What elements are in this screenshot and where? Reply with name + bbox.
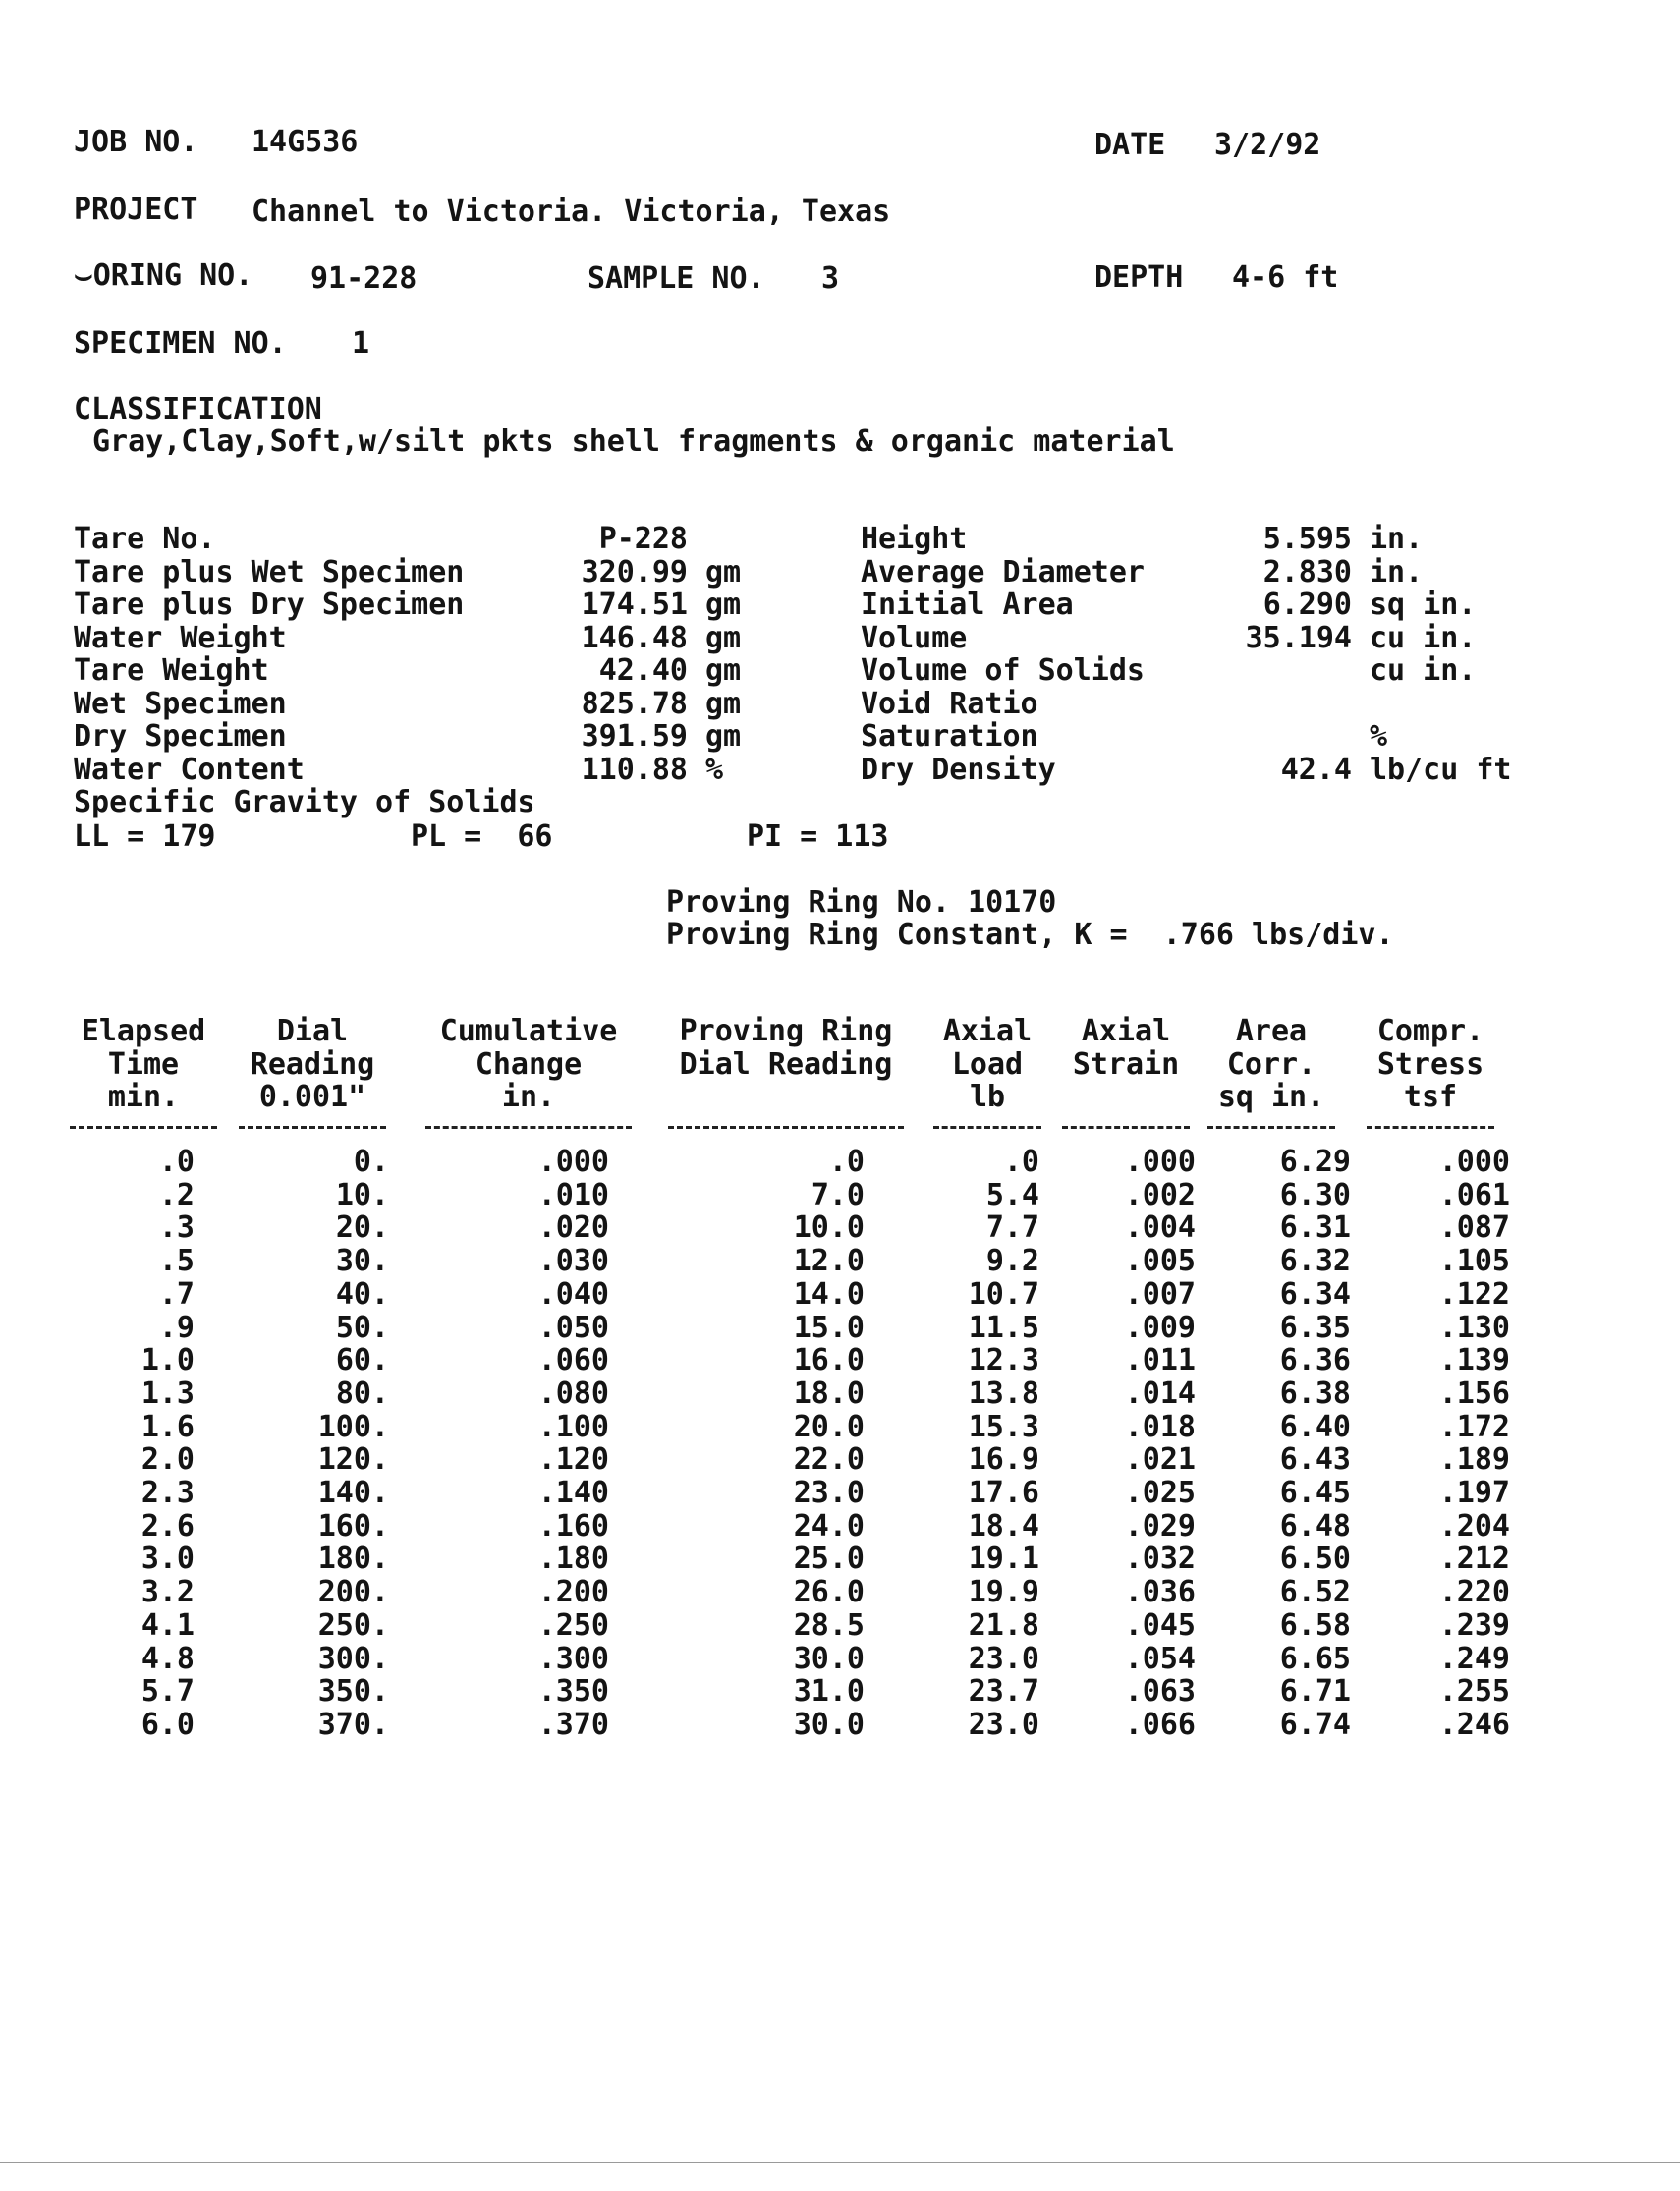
specimen-no-value: 1 [352,326,370,361]
property-label: Wet Specimen [74,686,287,721]
table-cell: .212 [1438,1542,1510,1577]
table-row [0,1709,1680,1742]
column-header: min. [107,1080,180,1114]
liquid-limit: LL = 179 [74,819,216,854]
table-cell: 180. [317,1542,389,1577]
header-underline [70,1126,217,1129]
table-cell: .180 [537,1542,609,1577]
table-cell: .010 [537,1177,609,1212]
table-cell: .000 [537,1145,609,1179]
property-label: Saturation [861,719,1038,754]
table-cell: 6.31 [1279,1210,1351,1246]
table-cell: 370. [317,1707,389,1742]
property-label: Dry Density [861,752,1056,787]
property-value: 320.99 [581,554,688,590]
table-cell: 15.0 [793,1310,865,1345]
table-cell: 40. [335,1276,389,1312]
table-cell: 10.7 [968,1276,1039,1312]
table-cell: .9 [158,1310,195,1345]
table-cell: 6.36 [1279,1343,1351,1378]
table-cell: .000 [1124,1145,1196,1179]
property-unit: cu in. [1370,620,1477,655]
property-value: 5.595 [1262,522,1352,556]
property-value: 2.830 [1262,554,1352,590]
table-cell: .054 [1124,1641,1196,1676]
table-cell: .139 [1438,1343,1510,1378]
table-row [0,1245,1680,1278]
table-cell: 6.34 [1279,1276,1351,1312]
header-underline [239,1126,386,1129]
table-cell: 50. [335,1310,389,1345]
table-cell: .204 [1438,1508,1510,1544]
table-cell: 100. [317,1409,389,1444]
table-cell: 6.30 [1279,1177,1351,1212]
table-cell: 1.6 [140,1409,195,1444]
table-cell: .197 [1438,1476,1510,1510]
table-row [0,1312,1680,1345]
plastic-limit: PL = 66 [411,819,553,854]
property-label: Water Weight [74,620,287,655]
column-header: Corr. [1226,1046,1316,1082]
table-cell: .040 [537,1276,609,1312]
table-cell: 6.29 [1279,1145,1351,1179]
table-cell: .050 [537,1310,609,1345]
table-cell: .0 [158,1145,195,1179]
property-unit: sq in. [1370,588,1477,622]
table-cell: 23.0 [968,1707,1039,1742]
table-cell: 15.3 [968,1409,1039,1444]
table-cell: .045 [1124,1607,1196,1643]
table-cell: 6.58 [1279,1607,1351,1643]
table-row [0,1211,1680,1245]
table-cell: 12.0 [793,1244,865,1279]
table-cell: .239 [1438,1607,1510,1643]
table-row [0,1576,1680,1609]
table-cell: .5 [158,1244,195,1279]
job-no-value: 14G536 [252,125,359,159]
table-cell: .025 [1124,1476,1196,1510]
table-cell: 30.0 [793,1707,865,1742]
property-label: Tare plus Wet Specimen [74,554,465,590]
table-cell: .005 [1124,1244,1196,1279]
table-cell: 4.1 [140,1607,195,1643]
table-cell: .370 [537,1707,609,1742]
property-unit: gm [705,554,742,590]
table-cell: .004 [1124,1210,1196,1246]
table-cell: .105 [1438,1244,1510,1279]
table-cell: .011 [1124,1343,1196,1378]
table-cell: .2 [158,1177,195,1212]
table-row [0,1477,1680,1510]
table-cell: 23.0 [968,1641,1039,1676]
table-cell: .300 [537,1641,609,1676]
column-header: Load [951,1046,1024,1082]
table-cell: 60. [335,1343,389,1378]
sample-no-value: 3 [821,261,840,296]
table-cell: 30. [335,1244,389,1279]
table-cell: .087 [1438,1210,1510,1246]
table-cell: .156 [1438,1376,1510,1411]
table-row [0,1179,1680,1212]
sample-no-label: SAMPLE NO. [588,261,765,296]
depth-value: 4-6 ft [1232,260,1339,295]
table-cell: 6.52 [1279,1575,1351,1610]
table-row [0,1377,1680,1411]
table-cell: 17.6 [968,1476,1039,1510]
table-cell: 24.0 [793,1508,865,1544]
table-cell: .066 [1124,1707,1196,1742]
table-cell: .0 [828,1145,865,1179]
table-cell: .189 [1438,1442,1510,1478]
table-cell: 5.7 [140,1674,195,1710]
property-label: Volume of Solids [861,653,1145,688]
date-value: 3/2/92 [1214,128,1321,162]
column-header: Cumulative [439,1014,618,1048]
property-unit: in. [1370,554,1424,590]
table-cell: .032 [1124,1542,1196,1577]
property-value: P-228 [598,522,688,556]
table-cell: 6.71 [1279,1674,1351,1710]
table-cell: .140 [537,1476,609,1510]
column-header: sq in. [1217,1080,1325,1114]
column-header: Dial Reading [679,1046,893,1082]
table-cell: .036 [1124,1575,1196,1610]
table-row [0,1278,1680,1312]
table-cell: 31.0 [793,1674,865,1710]
table-cell: 6.43 [1279,1442,1351,1478]
table-cell: 6.50 [1279,1542,1351,1577]
property-label: Specific Gravity of Solids [74,785,535,819]
table-cell: 26.0 [793,1575,865,1610]
property-unit: % [705,752,724,787]
property-unit: gm [705,653,742,688]
column-header: 0.001" [258,1080,366,1114]
property-value: 6.290 [1262,588,1352,622]
table-cell: 4.8 [140,1641,195,1676]
project-label: PROJECT [74,193,198,227]
property-label: Tare plus Dry Specimen [74,588,465,622]
column-header: Axial [1081,1014,1171,1048]
table-cell: .002 [1124,1177,1196,1212]
table-cell: 12.3 [968,1343,1039,1378]
table-cell: 11.5 [968,1310,1039,1345]
table-cell: .350 [537,1674,609,1710]
table-cell: .014 [1124,1376,1196,1411]
boring-no-value: 91-228 [310,261,418,296]
table-cell: 16.9 [968,1442,1039,1478]
header-underline [933,1126,1041,1129]
table-cell: 140. [317,1476,389,1510]
property-label: Tare No. [74,522,216,556]
table-row [0,1609,1680,1643]
table-cell: 9.2 [985,1244,1039,1279]
property-label: Void Ratio [861,686,1038,721]
table-row [0,1510,1680,1544]
table-cell: 14.0 [793,1276,865,1312]
table-cell: .063 [1124,1674,1196,1710]
property-unit: cu in. [1370,653,1477,688]
table-cell: .122 [1438,1276,1510,1312]
table-cell: .060 [537,1343,609,1378]
proving-ring-number: Proving Ring No. 10170 [666,885,1057,920]
table-cell: 19.1 [968,1542,1039,1577]
table-cell: .130 [1438,1310,1510,1345]
depth-label: DEPTH [1094,260,1184,295]
table-cell: .220 [1438,1575,1510,1610]
property-value: 42.40 [598,653,688,688]
header-underline [1062,1126,1190,1129]
classification-label: CLASSIFICATION [74,392,322,426]
table-cell: 6.38 [1279,1376,1351,1411]
table-row [0,1543,1680,1576]
table-cell: 18.0 [793,1376,865,1411]
table-cell: 13.8 [968,1376,1039,1411]
table-cell: .061 [1438,1177,1510,1212]
table-cell: .021 [1124,1442,1196,1478]
header-underline [425,1126,632,1129]
table-cell: .000 [1438,1145,1510,1179]
column-header: tsf [1403,1080,1458,1114]
property-value: 35.194 [1245,620,1352,655]
property-label: Average Diameter [861,554,1145,590]
table-cell: 20. [335,1210,389,1246]
property-label: Dry Specimen [74,719,287,754]
table-cell: 160. [317,1508,389,1544]
table-cell: 6.32 [1279,1244,1351,1279]
table-cell: 80. [335,1376,389,1411]
table-row [0,1675,1680,1709]
table-cell: .7 [158,1276,195,1312]
table-cell: .100 [537,1409,609,1444]
table-cell: 1.0 [140,1343,195,1378]
property-unit: gm [705,620,742,655]
table-cell: 6.0 [140,1707,195,1742]
property-unit: gm [705,588,742,622]
table-cell: 120. [317,1442,389,1478]
header-underline [1207,1126,1335,1129]
table-cell: 6.48 [1279,1508,1351,1544]
property-unit: gm [705,719,742,754]
column-header: Reading [250,1046,375,1082]
column-header: Strain [1072,1046,1180,1082]
property-value: 174.51 [581,588,688,622]
table-cell: .246 [1438,1707,1510,1742]
page-bottom-rule [0,2162,1680,2163]
table-cell: 2.0 [140,1442,195,1478]
property-label: Volume [861,620,968,655]
table-cell: .250 [537,1607,609,1643]
column-header: Proving Ring [679,1014,893,1048]
property-value: 825.78 [581,686,688,721]
table-cell: 0. [353,1145,389,1179]
table-row [0,1146,1680,1179]
property-unit: gm [705,686,742,721]
table-cell: .172 [1438,1409,1510,1444]
column-header: lb [969,1080,1006,1114]
classification-value: Gray,Clay,Soft,w/silt pkts shell fragments & organic material [92,424,1175,459]
table-cell: 300. [317,1641,389,1676]
table-cell: 22.0 [793,1442,865,1478]
column-header: Compr. [1376,1014,1484,1048]
table-cell: 19.9 [968,1575,1039,1610]
table-cell: 200. [317,1575,389,1610]
table-cell: 1.3 [140,1376,195,1411]
table-cell: 6.40 [1279,1409,1351,1444]
table-cell: 6.35 [1279,1310,1351,1345]
property-value: 110.88 [581,752,688,787]
table-cell: .030 [537,1244,609,1279]
table-cell: 30.0 [793,1641,865,1676]
table-cell: 18.4 [968,1508,1039,1544]
property-label: Height [861,522,968,556]
table-cell: 2.6 [140,1508,195,1544]
job-no-label: JOB NO. [74,125,198,159]
table-cell: 28.5 [793,1607,865,1643]
table-cell: 7.0 [811,1177,865,1212]
property-unit: % [1370,719,1388,754]
property-unit: in. [1370,522,1424,556]
table-cell: 250. [317,1607,389,1643]
property-value: 42.4 [1280,752,1352,787]
table-cell: .009 [1124,1310,1196,1345]
table-cell: 5.4 [985,1177,1039,1212]
table-cell: .029 [1124,1508,1196,1544]
header-underline [1367,1126,1494,1129]
column-header: Time [107,1046,180,1082]
boring-no-label: ⌣ORING NO. [74,258,253,293]
table-cell: 2.3 [140,1476,195,1510]
property-label: Water Content [74,752,305,787]
table-cell: 6.74 [1279,1707,1351,1742]
table-cell: .007 [1124,1276,1196,1312]
table-row [0,1443,1680,1477]
table-cell: 25.0 [793,1542,865,1577]
table-cell: .3 [158,1210,195,1246]
property-unit: lb/cu ft [1370,752,1512,787]
table-cell: 23.7 [968,1674,1039,1710]
table-cell: 7.7 [985,1210,1039,1246]
plasticity-index: PI = 113 [747,819,889,854]
property-value: 391.59 [581,719,688,754]
table-cell: .0 [1003,1145,1039,1179]
column-header: Axial [942,1014,1033,1048]
specimen-no-label: SPECIMEN NO. [74,326,287,361]
table-cell: 3.0 [140,1542,195,1577]
column-header: Stress [1376,1046,1484,1082]
table-cell: 3.2 [140,1575,195,1610]
table-cell: 23.0 [793,1476,865,1510]
table-row [0,1344,1680,1377]
table-cell: 21.8 [968,1607,1039,1643]
table-cell: .255 [1438,1674,1510,1710]
table-cell: 10. [335,1177,389,1212]
property-label: Initial Area [861,588,1074,622]
table-cell: 6.45 [1279,1476,1351,1510]
table-cell: .018 [1124,1409,1196,1444]
header-underline [668,1126,904,1129]
table-cell: 10.0 [793,1210,865,1246]
table-cell: .080 [537,1376,609,1411]
property-value: 146.48 [581,620,688,655]
column-header: in. [501,1080,556,1114]
table-cell: .020 [537,1210,609,1246]
table-row [0,1643,1680,1676]
column-header: Area [1235,1014,1308,1048]
column-header: Dial [276,1014,349,1048]
table-cell: 20.0 [793,1409,865,1444]
project-value: Channel to Victoria. Victoria, Texas [252,195,891,229]
table-cell: 6.65 [1279,1641,1351,1676]
table-cell: .160 [537,1508,609,1544]
column-header: Elapsed [81,1014,206,1048]
property-label: Tare Weight [74,653,269,688]
table-cell: .249 [1438,1641,1510,1676]
date-label: DATE [1094,128,1166,162]
proving-ring-constant: Proving Ring Constant, K = .766 lbs/div. [666,918,1394,952]
table-cell: 350. [317,1674,389,1710]
table-cell: .200 [537,1575,609,1610]
table-cell: .120 [537,1442,609,1478]
table-row [0,1411,1680,1444]
table-cell: 16.0 [793,1343,865,1378]
column-header: Change [475,1046,583,1082]
